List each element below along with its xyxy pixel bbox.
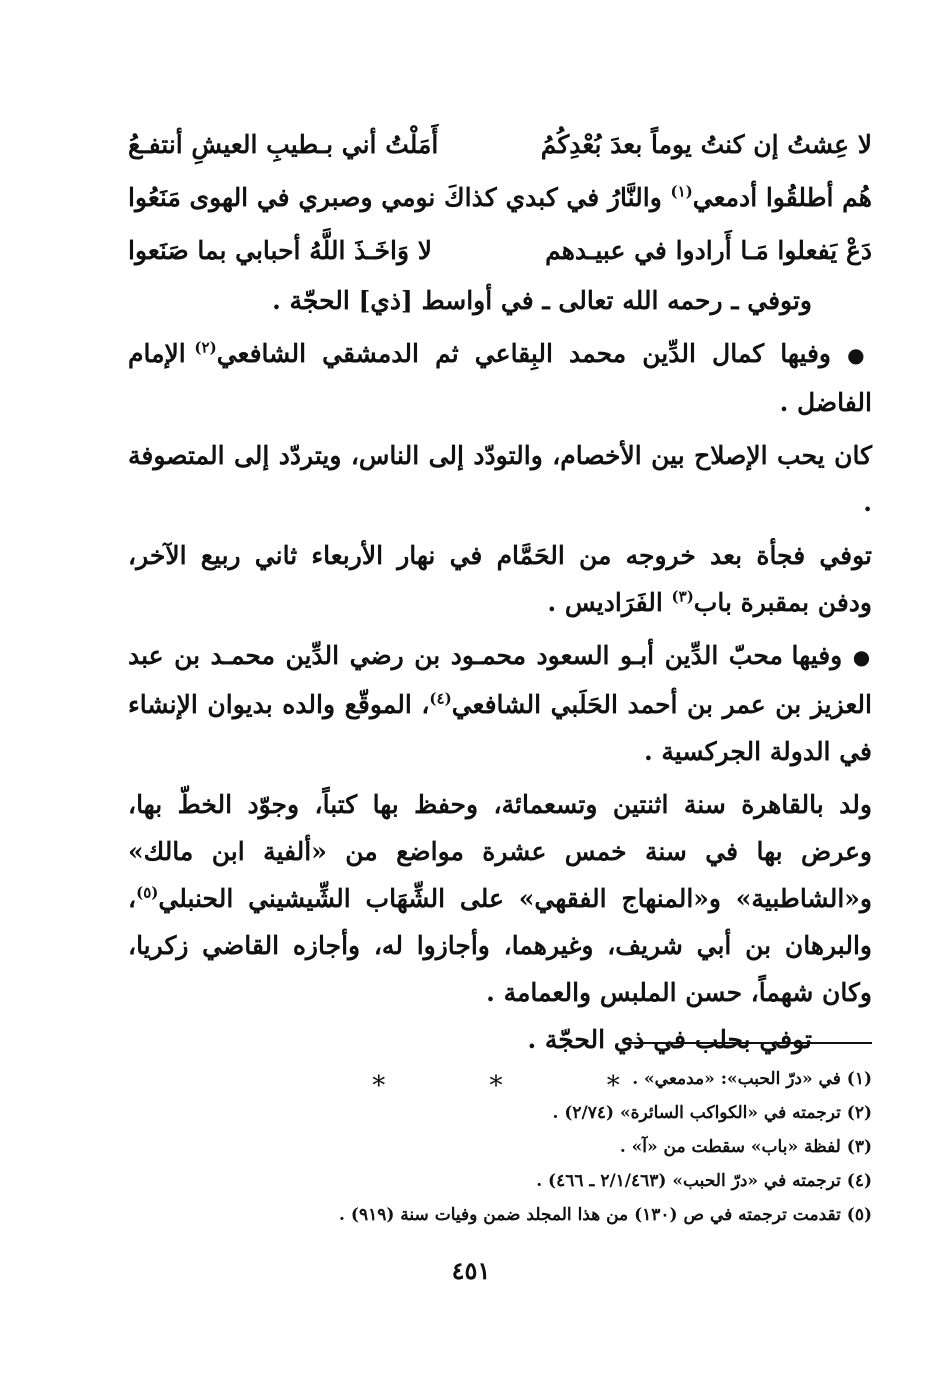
entry-description: [128, 781, 872, 1016]
footnote-ref: (٣): [671, 587, 694, 606]
entry-description: كان يحب الإصلاح بين الأخصام، والتودّد إلى الناس، ويتردّد إلى المتصوفة .: [128, 441, 872, 517]
bullet-icon: ●: [847, 343, 872, 367]
poem-first-hemistich: دَعْ يَفعلوا مَـا أَرادوا في عبيـدهم: [545, 236, 872, 265]
entry-text-tail: الإمام الفاضل .: [128, 339, 872, 417]
poem-verse: [128, 118, 872, 171]
hemistich-text-tail: والنَّارُ في كبدي: [505, 183, 671, 212]
footnotes: [128, 1062, 872, 1232]
section-separator: * * *: [372, 1071, 668, 1101]
entry-text-tail: ، الموقّع والده بديوان الإنشاء في الدولة الجركسية .: [128, 690, 872, 766]
poem-first-hemistich: [506, 171, 872, 224]
entry-death-text: توفي فجأة بعد خروجه من الحَمَّام في نهار الأربعاء ثاني ربيع الآخر، ودفن بمقبرة باب: [128, 541, 872, 617]
entry-paragraph: [128, 632, 872, 775]
footnote: (٢) ترجمته في «الكواكب السائرة» (٢/٧٤) .: [552, 1103, 872, 1123]
footnote-divider: [628, 1042, 872, 1044]
footnote-ref: (٢): [194, 338, 217, 357]
entry-death: [128, 532, 872, 626]
death-note: وتوفي ـ رحمه الله تعالى ـ في أواسط [ذي] الحجّة .: [272, 286, 812, 315]
page-number: ٤٥١: [451, 1256, 491, 1285]
poem-second-hemistich: لا وَاخَـذَ اللَّهُ أحبابي بما صَنَعوا: [128, 236, 433, 265]
bullet-icon: ●: [852, 645, 872, 669]
entry-death-tail: الفَرَاديس .: [547, 588, 672, 617]
footnote: (٥) تقدمت ترجمته في ص (١٣٠) من هذا المجلد ضمن وفيات سنة (٩١٩) .: [339, 1205, 872, 1225]
entry-description-text: ولد بالقاهرة سنة اثنتين وتسعمائة، وحفظ بها كتباً، وجوّد الخطّ بها، وعرض بها في سنة خمس عشرة مواضع من «ألفية ابن مالك» و«الشاطبية» و«المنهاج الفقهي» على الشِّهَاب الشِّيشيني الحنبلي: [128, 790, 872, 913]
entry-text: وفيها محبّ الدِّين أبـو السعود محمـود بن رضي الدِّين محمـد بن عبد العزيز بن عمر بن أحمد الحَلَبي الشافعي: [128, 641, 872, 719]
hemistich-text: هُم أطلقُوا أدمعي: [692, 183, 872, 212]
poem-verse: [128, 171, 872, 224]
entry-paragraph: [128, 330, 872, 426]
footnote-ref: (٥): [136, 883, 159, 902]
entry-death: توفي بحلب في ذي الحجّة .: [527, 1025, 812, 1054]
poem-first-hemistich: لا عِشتُ إن كنتُ يوماً بعدَ بُعْدِكُمُ: [540, 130, 872, 159]
page-body: [128, 118, 872, 1101]
poem-second-hemistich: أَمَلْتُ أني بـطيبِ العيشِ أنتفـعُ: [128, 130, 439, 159]
footnote-ref: (١): [670, 182, 693, 201]
footnote-ref: (٤): [429, 689, 452, 708]
entry-description-tail: ، والبرهان بن أبي شريف، وغيرهما، وأجازوا له، وأجازه القاضي زكريا، وكان شهماً، حسن الملبس والعمامة .: [128, 884, 872, 1007]
footnote: (٤) ترجمته في «درّ الحبب» (٢/١/٤٦٣ ـ ٤٦٦) .: [536, 1171, 872, 1191]
poem-second-hemistich: كذاكَ نومي وصبري في الهوى مَنَعُوا: [128, 183, 497, 212]
entry-text: وفيها كمال الدِّين محمد البِقاعي ثم الدمشقي الشافعي: [216, 339, 832, 368]
footnote: (١) في «درّ الحبب»: «مدمعي» .: [632, 1069, 872, 1089]
poem-verse: [128, 224, 872, 277]
footnote: (٣) لفظة «باب» سقطت من «آ» .: [619, 1137, 872, 1157]
